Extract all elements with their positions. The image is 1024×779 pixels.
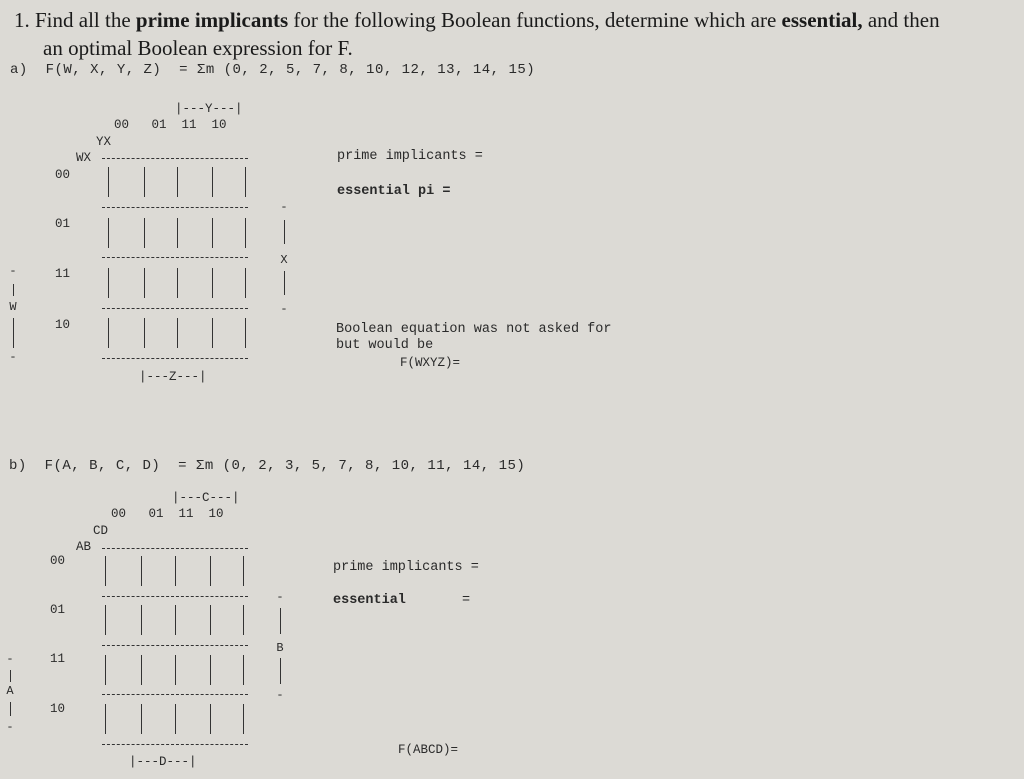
grid-bar <box>280 608 281 634</box>
grid-bar <box>175 655 176 685</box>
grid-bar: - <box>9 350 17 364</box>
grid-line <box>102 645 248 646</box>
grid-bar <box>243 556 244 586</box>
grid-bar <box>210 655 211 685</box>
grid-bar <box>105 605 106 635</box>
question-number: 1. <box>14 8 30 32</box>
grid-line <box>102 694 248 695</box>
grid-bar <box>141 556 142 586</box>
grid-bar: - <box>276 590 284 604</box>
row-label-11: 11 <box>55 267 71 281</box>
yx-label: YX <box>96 135 112 149</box>
part-b-function: b) F(A, B, C, D) = Σm (0, 2, 3, 5, 7, 8, 10, 11, 14, 15) <box>9 458 526 474</box>
essential-emphasis: essential, <box>781 8 863 32</box>
x-var-label: X <box>280 253 288 267</box>
grid-bar <box>243 655 244 685</box>
row-label-00: 00 <box>50 554 66 568</box>
prime-implicants-b: prime implicants = <box>333 560 479 575</box>
question-text: Find all the <box>35 8 136 32</box>
grid-bar <box>280 658 281 684</box>
grid-bar <box>105 704 106 734</box>
a-var-label: A <box>6 684 14 698</box>
f-wxyz-label: F(WXYZ)= <box>400 356 461 370</box>
question-text: and then <box>862 8 940 32</box>
grid-bar: - <box>276 688 284 702</box>
grid-bar: - <box>6 652 14 666</box>
row-label-00: 00 <box>55 168 71 182</box>
essential-b-equals: = <box>462 593 471 608</box>
grid-bar <box>243 605 244 635</box>
row-label-01: 01 <box>50 603 66 617</box>
grid-bar <box>141 655 142 685</box>
grid-bar <box>175 605 176 635</box>
grid-bar: - <box>280 200 288 214</box>
essential-pi-a: essential pi = <box>337 184 451 199</box>
grid-line <box>102 744 248 745</box>
prime-implicants-emphasis: prime implicants <box>135 8 289 32</box>
y-bracket: |---Y---| <box>175 102 243 116</box>
grid-bar <box>175 556 176 586</box>
boolean-note-line-2: but would be <box>336 338 434 353</box>
question-text: for the following Boolean functions, determine which are <box>288 8 782 32</box>
part-a-function: a) F(W, X, Y, Z) = Σm (0, 2, 5, 7, 8, 10, 12, 13, 14, 15) <box>10 62 536 78</box>
ab-label: AB <box>76 540 92 554</box>
essential-b: essential <box>333 593 406 608</box>
column-headers: 00 01 11 10 <box>111 507 224 521</box>
grid-bar <box>10 702 11 716</box>
grid-bar: - <box>6 720 14 734</box>
grid-bar <box>105 556 106 586</box>
wx-label: WX <box>76 151 92 165</box>
row-label-10: 10 <box>50 702 66 716</box>
b-var-label: B <box>276 641 284 655</box>
w-var-label: W <box>9 300 17 314</box>
grid-bar <box>105 655 106 685</box>
column-headers: 00 01 11 10 <box>114 118 227 132</box>
grid-bar <box>243 704 244 734</box>
grid-bar: - <box>280 302 288 316</box>
c-bracket: |---C---| <box>172 491 240 505</box>
boolean-note-line-1: Boolean equation was not asked for <box>336 322 612 337</box>
row-label-01: 01 <box>55 217 71 231</box>
grid-bar <box>210 704 211 734</box>
row-label-10: 10 <box>55 318 71 332</box>
kmap-b <box>0 0 300 779</box>
grid-bar: - <box>9 264 17 278</box>
d-bracket: |---D---| <box>129 755 197 769</box>
grid-bar <box>210 556 211 586</box>
cd-label: CD <box>93 524 109 538</box>
grid-line <box>102 596 248 597</box>
grid-bar <box>210 605 211 635</box>
grid-bar <box>10 670 11 682</box>
grid-bar <box>175 704 176 734</box>
z-bracket: |---Z---| <box>139 370 207 384</box>
prime-implicants-a: prime implicants = <box>337 149 483 164</box>
question-line-2: an optimal Boolean expression for F. <box>43 36 353 60</box>
grid-bar <box>141 605 142 635</box>
f-abcd-label: F(ABCD)= <box>398 743 459 757</box>
grid-line <box>102 548 248 549</box>
row-label-11: 11 <box>50 652 66 666</box>
grid-bar <box>141 704 142 734</box>
